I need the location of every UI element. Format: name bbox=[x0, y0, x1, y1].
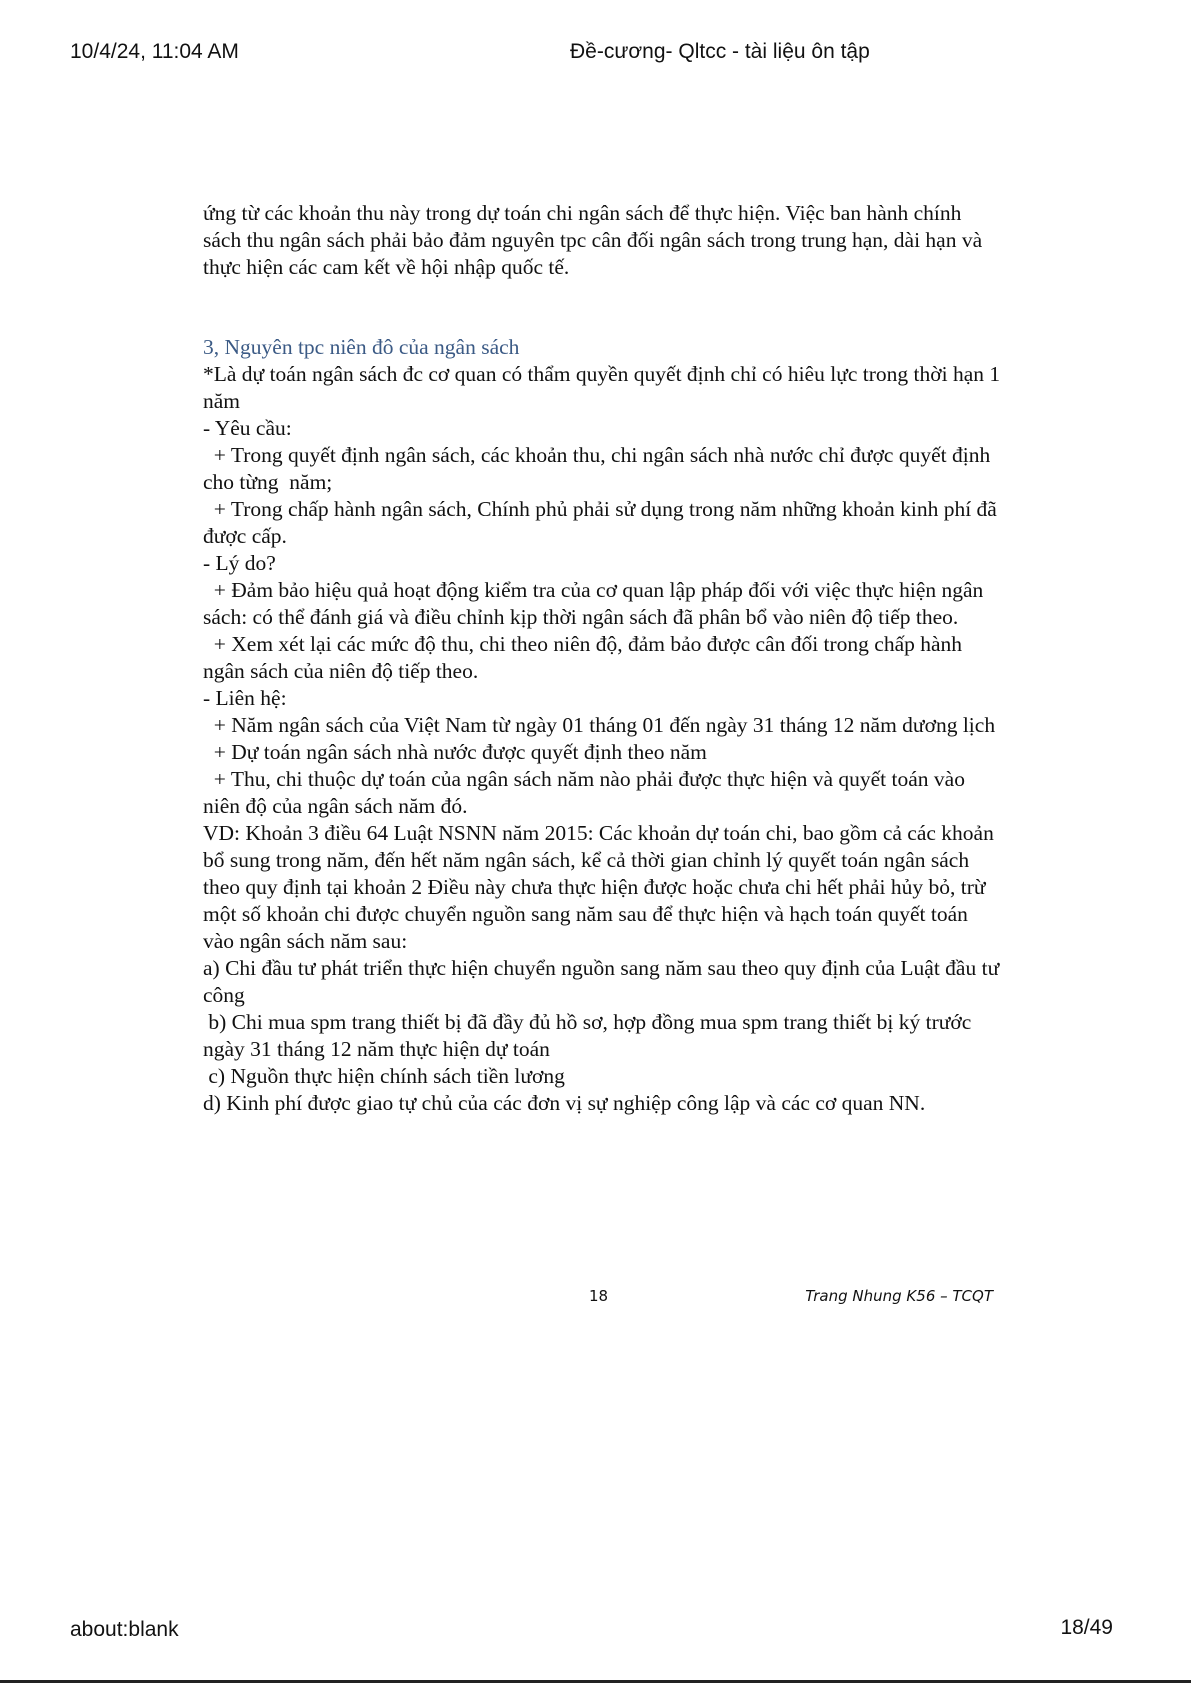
print-doc-title: Đề-cương- Qltcc - tài liệu ôn tập bbox=[570, 40, 870, 63]
reason-item: + Xem xét lại các mức độ thu, chi theo niên độ, đảm bảo được cân đối trong chấp hành ngân sách của niên độ tiếp theo. bbox=[203, 632, 968, 683]
relation-label: - Liên hệ: bbox=[203, 686, 287, 710]
example-item-b: b) Chi mua spm trang thiết bị đã đầy đủ hồ sơ, hợp đồng mua spm trang thiết bị ký trước ngày 31 tháng 12 năm thực hiện dự toán bbox=[203, 1010, 977, 1061]
reason-item: + Đảm bảo hiệu quả hoạt động kiểm tra của cơ quan lập pháp đối với việc thực hiện ngân sách: có thể đánh giá và điều chỉnh kịp thời ngân sách đã phân bổ vào niên độ tiếp theo. bbox=[203, 578, 989, 629]
relation-item: + Thu, chi thuộc dự toán của ngân sách năm nào phải được thực hiện và quyết toán vào niên độ của ngân sách năm đó. bbox=[203, 767, 971, 818]
relation-item: + Dự toán ngân sách nhà nước được quyết định theo năm bbox=[203, 740, 707, 764]
intro-paragraph: ứng từ các khoản thu này trong dự toán chi ngân sách để thực hiện. Việc ban hành chính sách thu ngân sách phải bảo đảm nguyên tpc cân đối ngân sách trong trung hạn, dài hạn và thực hiện các cam kết về hội nhập quốc tế. bbox=[203, 201, 988, 279]
section-heading: 3, Nguyên tpc niên đô của ngân sách bbox=[203, 335, 520, 359]
reasons-label: - Lý do? bbox=[203, 551, 276, 575]
example-item-c: c) Nguồn thực hiện chính sách tiền lương bbox=[203, 1064, 565, 1088]
print-header bbox=[70, 40, 1121, 70]
print-datetime: 10/4/24, 11:04 AM bbox=[70, 40, 239, 63]
example-item-d: d) Kinh phí được giao tự chủ của các đơn vị sự nghiệp công lập và các cơ quan NN. bbox=[203, 1091, 926, 1115]
print-page-count: 18/49 bbox=[1060, 1616, 1113, 1639]
requirements-label: - Yêu cầu: bbox=[203, 416, 292, 440]
requirement-item: + Trong quyết định ngân sách, các khoản thu, chi ngân sách nhà nước chỉ được quyết định cho từng năm; bbox=[203, 443, 996, 494]
print-url: about:blank bbox=[70, 1618, 179, 1641]
page-footer bbox=[203, 1287, 993, 1311]
example-paragraph: VD: Khoản 3 điều 64 Luật NSNN năm 2015: Các khoản dự toán chi, bao gồm cả các khoản bổ sung trong năm, đến hết năm ngân sách, kể cả thời gian chỉnh lý quyết toán ngân sách theo quy định tại khoản 2 Điều này chưa thực hiện được hoặc chưa chi hết phải hủy bỏ, trừ một số khoản chi được chuyển nguồn sang năm sau để thực hiện và hạch toán quyết toán vào ngân sách năm sau: bbox=[203, 821, 1000, 953]
example-item-a: a) Chi đầu tư phát triển thực hiện chuyển nguồn sang năm sau theo quy định của Luật đầu tư công bbox=[203, 956, 1005, 1007]
page-number: 18 bbox=[589, 1287, 609, 1305]
bottom-divider bbox=[0, 1680, 1191, 1683]
print-footer bbox=[70, 1618, 1121, 1648]
document-body bbox=[203, 200, 1006, 1117]
relation-item: + Năm ngân sách của Việt Nam từ ngày 01 tháng 01 đến ngày 31 tháng 12 năm dương lịch bbox=[203, 713, 996, 737]
requirement-item: + Trong chấp hành ngân sách, Chính phủ phải sử dụng trong năm những khoản kinh phí đã được cấp. bbox=[203, 497, 1003, 548]
definition-line: *Là dự toán ngân sách đc cơ quan có thẩm quyền quyết định chỉ có hiêu lực trong thời hạn 1 năm bbox=[203, 362, 1006, 413]
footer-author: Trang Nhung K56 – TCQT bbox=[805, 1287, 993, 1305]
